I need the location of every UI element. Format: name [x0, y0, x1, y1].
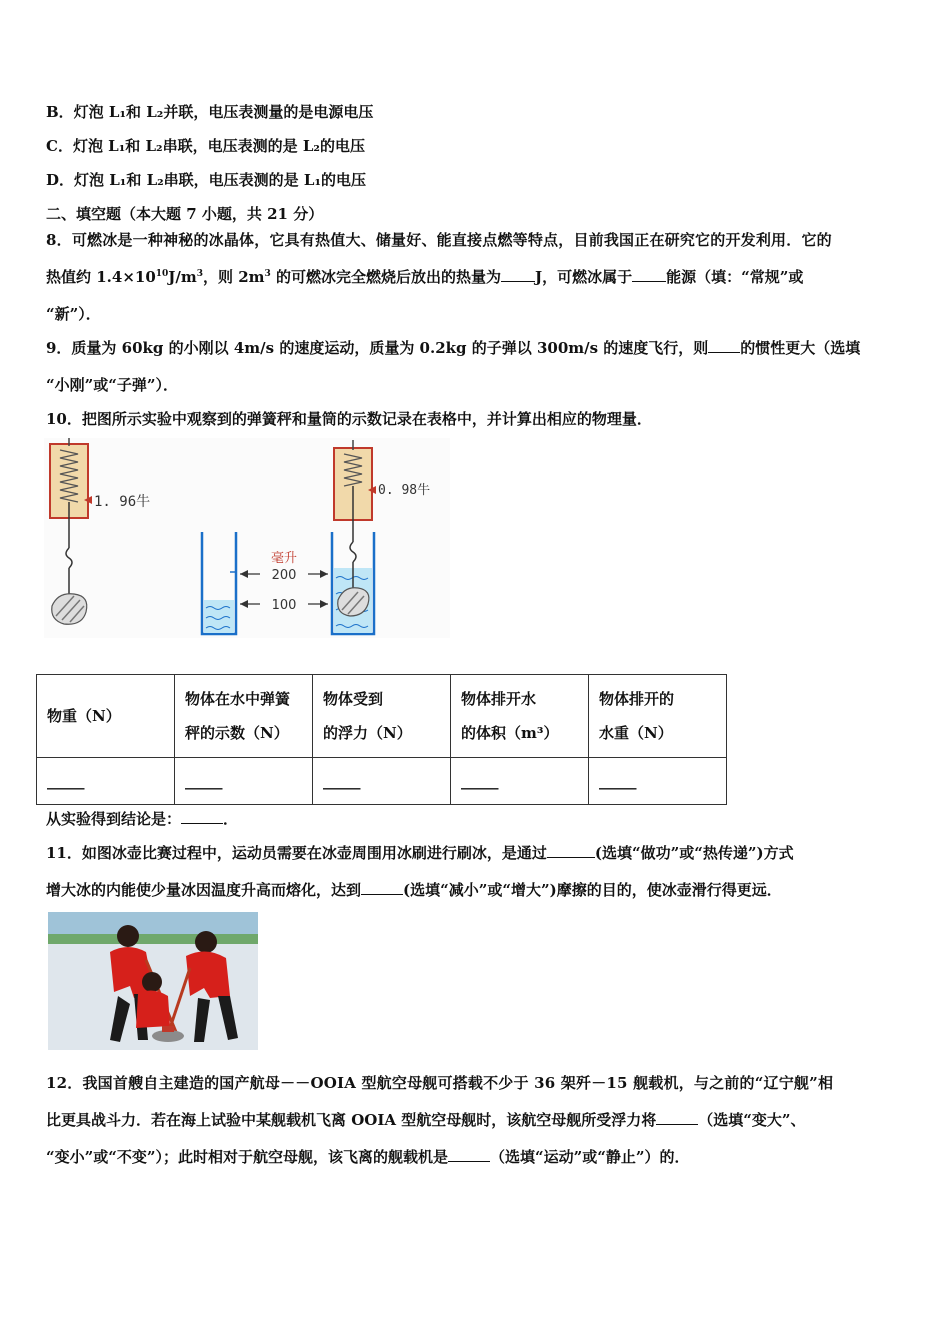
section-title: 二、填空题（本大题 7 小题，共 21 分）	[46, 205, 324, 223]
q8-line1: 8．可燃冰是一种神秘的冰晶体，它具有热值大、储量好、能直接点燃等特点，目前我国正在研究它的开发利用．它的	[46, 231, 832, 249]
conclusion-blank[interactable]	[181, 809, 223, 824]
curling-photo	[48, 912, 258, 1050]
answer-cell[interactable]: _____	[589, 758, 727, 805]
q12-line2: 比更具战斗力．若在海上试验中某舰载机飞离 OOIA 型航空母舰时，该航空母舰所受浮力将 （选填“变大”、	[46, 1111, 806, 1129]
q12-blank-motion[interactable]	[448, 1147, 490, 1162]
header-cell: 物体排开的 水重（N）	[589, 675, 727, 758]
header-cell: 物体受到 的浮力（N）	[313, 675, 451, 758]
answer-cell[interactable]: _____	[313, 758, 451, 805]
option-d: D．灯泡 L₁和 L₂串联，电压表测的是 L₁的电压	[46, 171, 367, 189]
q11-line2: 增大冰的内能使少量冰因温度升高而熔化，达到 (选填“减小”或“增大”)摩擦的目的，使冰壶滑行得更远．	[46, 881, 782, 899]
q9-blank[interactable]	[708, 338, 740, 353]
q8-line3: “新”）．	[46, 305, 101, 323]
header-cell: 物重（N）	[37, 675, 175, 758]
experiment-figure	[44, 438, 450, 638]
right-scale-reading: 0. 98牛	[378, 483, 431, 498]
answer-cell[interactable]: _____	[37, 758, 175, 805]
q10-line1: 10．把图所示实验中观察到的弹簧秤和量筒的示数记录在表格中，并计算出相应的物理量．	[46, 410, 652, 428]
experiment-table	[36, 674, 727, 805]
q12-blank-buoyancy[interactable]	[656, 1110, 698, 1125]
q10-conclusion: 从实验得到结论是： ．	[46, 810, 239, 828]
volume-unit-label: 毫升	[270, 551, 298, 566]
mark-100-label: 100	[271, 598, 297, 613]
table-header-row	[37, 675, 727, 758]
q8-blank-heat[interactable]	[501, 267, 535, 282]
q12-line3: “变小”或“不变”）；此时相对于航空母舰，该飞离的舰载机是 （选填“运动”或“静止”）的．	[46, 1148, 690, 1166]
header-cell: 物体在水中弹簧 秤的示数（N）	[175, 675, 313, 758]
header-cell: 物体排开水 的体积（m³）	[451, 675, 589, 758]
q9-line2: “小刚”或“子弹”）．	[46, 376, 179, 394]
mark-200-label: 200	[271, 568, 297, 583]
q8-line2: 热值约 $1.4\times 10^{10}J/m^3$，则 $2m^3$ 的可燃冰完全燃烧后放出的热量为 J，可燃冰属于 能源（填：“常规”或	[46, 268, 804, 286]
left-scale-reading: 1. 96牛	[94, 494, 151, 510]
answer-cell[interactable]: _____	[451, 758, 589, 805]
option-c: C．灯泡 L₁和 L₂串联，电压表测的是 L₂的电压	[46, 137, 365, 155]
answer-cell[interactable]: _____	[175, 758, 313, 805]
q11-line1: 11．如图冰壶比赛过程中，运动员需要在冰壶周围用冰刷进行刷冰，是通过 (选填“做功”或“热传递”)方式	[46, 844, 794, 862]
q11-blank-friction[interactable]	[361, 880, 403, 895]
q8-blank-energy[interactable]	[632, 267, 666, 282]
option-b: B．灯泡 L₁和 L₂并联，电压表测量的是电源电压	[46, 103, 374, 121]
q11-blank-method[interactable]	[547, 843, 595, 858]
table-row	[37, 758, 727, 805]
q9-line1: 9．质量为 60kg 的小刚以 4m/s 的速度运动，质量为 0.2kg 的子弹以 300m/s 的速度飞行，则 的惯性更大（选填	[46, 339, 861, 357]
q12-line1: 12．我国首艘自主建造的国产航母－－OOIA 型航空母舰可搭载不少于 36 架歼－15 舰载机，与之前的“辽宁舰”相	[46, 1074, 834, 1092]
